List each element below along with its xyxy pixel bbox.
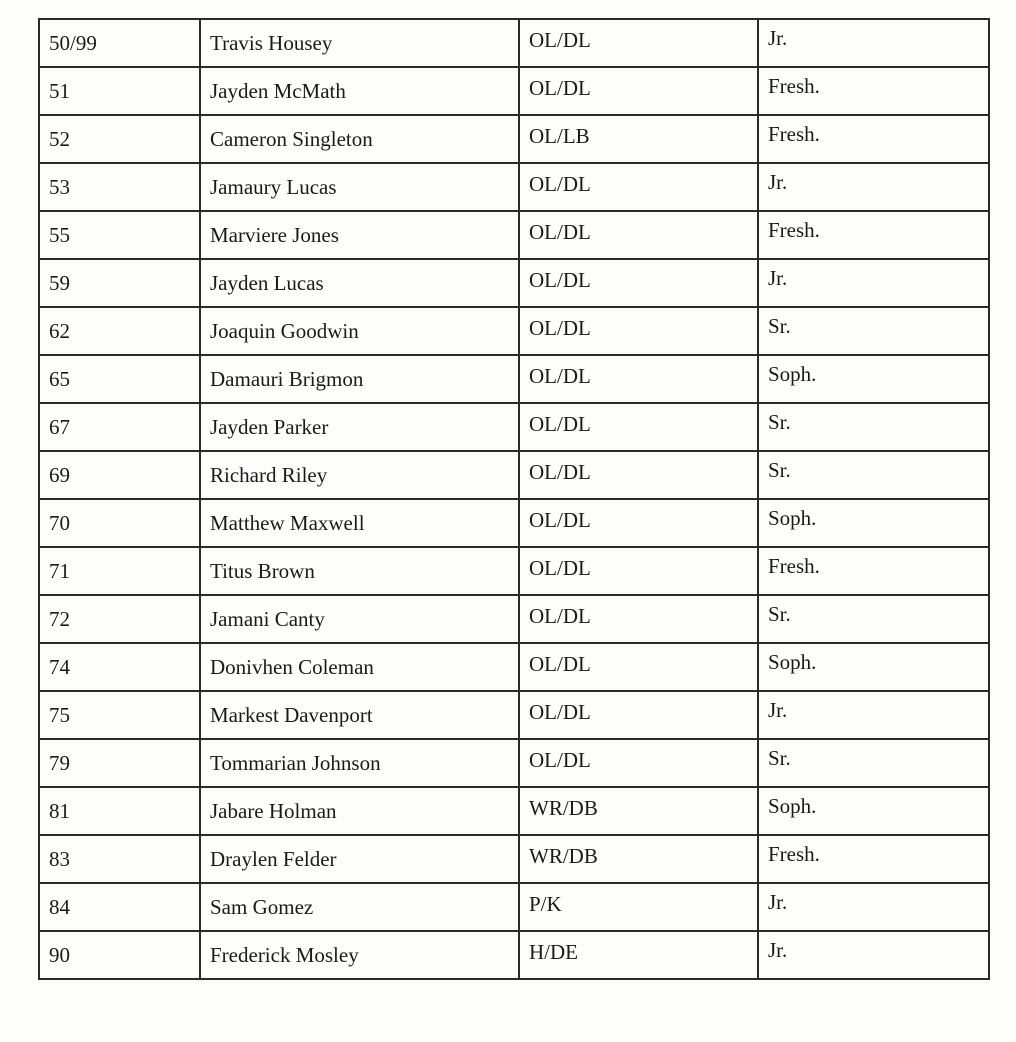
position-text: OL/DL (529, 603, 591, 628)
position-cell (519, 595, 758, 643)
grade-cell (758, 499, 989, 547)
table-row (39, 451, 989, 499)
position-text: OL/DL (529, 267, 591, 292)
grade-text: Fresh. (768, 217, 820, 242)
jersey-number-cell: 84 (39, 883, 200, 931)
jersey-number-cell: 90 (39, 931, 200, 979)
table-row (39, 499, 989, 547)
grade-cell (758, 787, 989, 835)
player-name-cell: Markest Davenport (200, 691, 519, 739)
table-row (39, 259, 989, 307)
position-cell (519, 643, 758, 691)
player-name-cell: Matthew Maxwell (200, 499, 519, 547)
position-text: OL/DL (529, 363, 591, 388)
grade-cell (758, 115, 989, 163)
table-row (39, 19, 989, 67)
jersey-number-cell: 67 (39, 403, 200, 451)
jersey-number-cell: 59 (39, 259, 200, 307)
grade-cell (758, 307, 989, 355)
player-name-cell: Richard Riley (200, 451, 519, 499)
position-cell (519, 307, 758, 355)
grade-text: Jr. (768, 937, 788, 962)
position-text: OL/DL (529, 27, 591, 52)
jersey-number-cell: 53 (39, 163, 200, 211)
player-name-cell: Jamaury Lucas (200, 163, 519, 211)
position-text: OL/DL (529, 315, 591, 340)
position-text: H/DE (529, 939, 578, 964)
jersey-number-cell: 52 (39, 115, 200, 163)
jersey-number-cell: 65 (39, 355, 200, 403)
grade-cell (758, 163, 989, 211)
player-name-cell: Marviere Jones (200, 211, 519, 259)
position-text: OL/DL (529, 747, 591, 772)
table-row (39, 691, 989, 739)
jersey-number-cell: 70 (39, 499, 200, 547)
grade-text: Soph. (768, 649, 817, 674)
position-cell (519, 883, 758, 931)
player-name-cell: Jamani Canty (200, 595, 519, 643)
position-cell (519, 67, 758, 115)
grade-cell (758, 691, 989, 739)
player-name-cell: Jayden Lucas (200, 259, 519, 307)
player-name-cell: Frederick Mosley (200, 931, 519, 979)
player-name-cell: Sam Gomez (200, 883, 519, 931)
grade-text: Fresh. (768, 841, 820, 866)
position-text: P/K (529, 891, 562, 916)
jersey-number-cell: 81 (39, 787, 200, 835)
position-text: WR/DB (529, 795, 598, 820)
roster-table-body (39, 19, 989, 979)
grade-text: Jr. (768, 25, 788, 50)
jersey-number-cell: 69 (39, 451, 200, 499)
jersey-number-cell: 74 (39, 643, 200, 691)
jersey-number-cell: 50/99 (39, 19, 200, 67)
position-cell (519, 931, 758, 979)
position-cell (519, 691, 758, 739)
table-row (39, 739, 989, 787)
position-cell (519, 451, 758, 499)
grade-text: Sr. (768, 313, 791, 338)
grade-cell (758, 739, 989, 787)
position-cell (519, 499, 758, 547)
position-cell (519, 403, 758, 451)
grade-cell (758, 259, 989, 307)
position-text: OL/DL (529, 459, 591, 484)
player-name-cell: Cameron Singleton (200, 115, 519, 163)
table-row (39, 883, 989, 931)
jersey-number-cell: 72 (39, 595, 200, 643)
grade-text: Sr. (768, 409, 791, 434)
grade-cell (758, 211, 989, 259)
position-cell (519, 19, 758, 67)
position-cell (519, 739, 758, 787)
roster-table (38, 18, 990, 980)
position-cell (519, 259, 758, 307)
table-row (39, 931, 989, 979)
position-text: OL/DL (529, 219, 591, 244)
position-text: OL/DL (529, 411, 591, 436)
table-row (39, 643, 989, 691)
position-text: OL/DL (529, 75, 591, 100)
table-row (39, 307, 989, 355)
table-row (39, 163, 989, 211)
grade-cell (758, 643, 989, 691)
position-text: OL/LB (529, 123, 590, 148)
grade-text: Soph. (768, 505, 817, 530)
grade-cell (758, 19, 989, 67)
table-row (39, 835, 989, 883)
grade-cell (758, 931, 989, 979)
grade-cell (758, 67, 989, 115)
grade-text: Jr. (768, 889, 788, 914)
grade-cell (758, 835, 989, 883)
player-name-cell: Joaquin Goodwin (200, 307, 519, 355)
position-cell (519, 835, 758, 883)
position-text: OL/DL (529, 555, 591, 580)
jersey-number-cell: 51 (39, 67, 200, 115)
jersey-number-cell: 71 (39, 547, 200, 595)
position-cell (519, 163, 758, 211)
grade-text: Fresh. (768, 121, 820, 146)
player-name-cell: Titus Brown (200, 547, 519, 595)
grade-text: Sr. (768, 601, 791, 626)
player-name-cell: Jayden McMath (200, 67, 519, 115)
position-text: OL/DL (529, 171, 591, 196)
jersey-number-cell: 75 (39, 691, 200, 739)
position-text: WR/DB (529, 843, 598, 868)
position-cell (519, 355, 758, 403)
grade-text: Jr. (768, 169, 788, 194)
grade-text: Soph. (768, 361, 817, 386)
player-name-cell: Damauri Brigmon (200, 355, 519, 403)
table-row (39, 115, 989, 163)
table-row (39, 595, 989, 643)
grade-text: Jr. (768, 697, 788, 722)
grade-text: Sr. (768, 745, 791, 770)
player-name-cell: Jayden Parker (200, 403, 519, 451)
player-name-cell: Draylen Felder (200, 835, 519, 883)
grade-cell (758, 403, 989, 451)
grade-text: Jr. (768, 265, 788, 290)
player-name-cell: Tommarian Johnson (200, 739, 519, 787)
grade-cell (758, 355, 989, 403)
grade-text: Fresh. (768, 73, 820, 98)
grade-cell (758, 883, 989, 931)
grade-cell (758, 595, 989, 643)
position-text: OL/DL (529, 699, 591, 724)
position-cell (519, 115, 758, 163)
position-text: OL/DL (529, 507, 591, 532)
position-cell (519, 211, 758, 259)
jersey-number-cell: 62 (39, 307, 200, 355)
position-cell (519, 787, 758, 835)
grade-cell (758, 451, 989, 499)
table-row (39, 547, 989, 595)
grade-text: Soph. (768, 793, 817, 818)
player-name-cell: Donivhen Coleman (200, 643, 519, 691)
position-cell (519, 547, 758, 595)
grade-cell (758, 547, 989, 595)
player-name-cell: Travis Housey (200, 19, 519, 67)
table-row (39, 211, 989, 259)
table-row (39, 403, 989, 451)
jersey-number-cell: 83 (39, 835, 200, 883)
jersey-number-cell: 79 (39, 739, 200, 787)
table-row (39, 787, 989, 835)
grade-text: Sr. (768, 457, 791, 482)
player-name-cell: Jabare Holman (200, 787, 519, 835)
table-row (39, 67, 989, 115)
position-text: OL/DL (529, 651, 591, 676)
table-row (39, 355, 989, 403)
jersey-number-cell: 55 (39, 211, 200, 259)
grade-text: Fresh. (768, 553, 820, 578)
